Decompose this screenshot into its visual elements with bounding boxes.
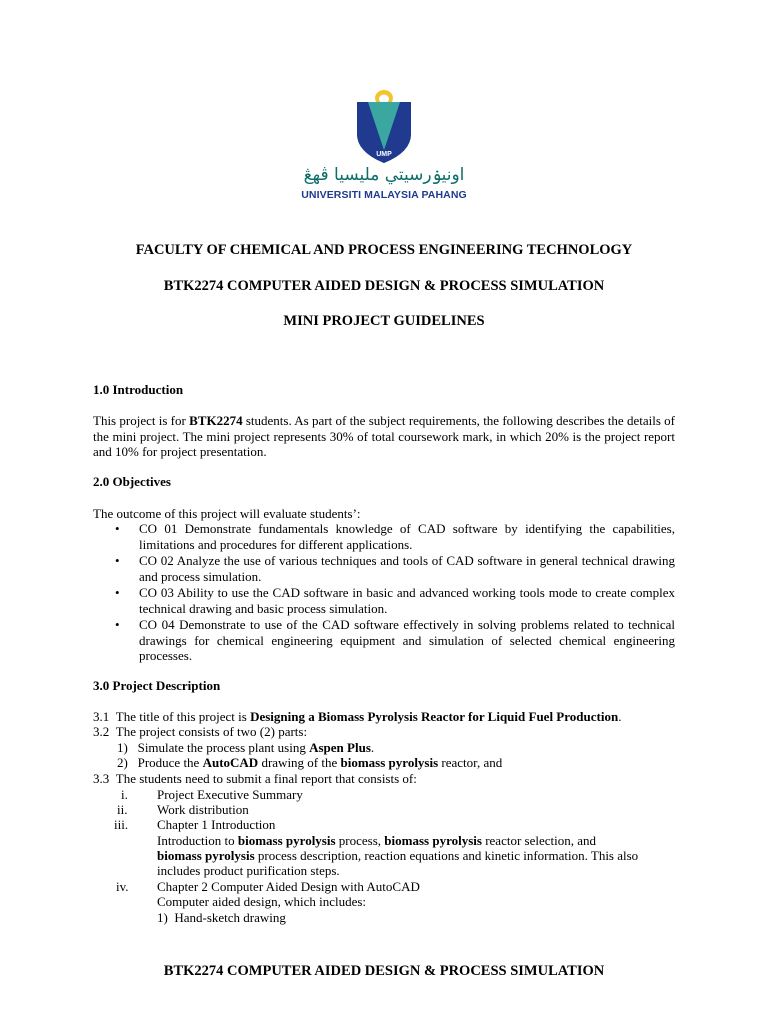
bullet-icon: • (115, 553, 120, 568)
document-title: MINI PROJECT GUIDELINES (283, 313, 485, 329)
bullet-icon: • (115, 521, 120, 536)
part-1: 1) Simulate the process plant using Aspen Plus. (117, 740, 375, 755)
item-3-3: 3.3 The students need to submit a final report that consists of: (93, 771, 417, 786)
ump-shield-icon (354, 88, 414, 164)
intro-paragraph: This project is for BTK2274 students. As part of the subject requirements, the following describes the details of the mini project. The mini project represents 30% of total coursework mark, in which 20% is the project report and 10% for project presentation. (93, 413, 675, 459)
objectives-heading: 2.0 Objectives (93, 474, 171, 489)
course-heading: BTK2274 COMPUTER AIDED DESIGN & PROCESS SIMULATION (163, 278, 605, 294)
report-subitem: 1) Hand-sketch drawing (157, 910, 286, 925)
bullet-icon: • (115, 617, 120, 632)
report-item-num: iii. (114, 817, 129, 832)
objectives-lead: The outcome of this project will evaluate students’: (93, 506, 361, 521)
report-item: Work distribution (157, 802, 249, 817)
report-item-num: iv. (116, 879, 129, 894)
report-item: Chapter 2 Computer Aided Design with AutoCAD (157, 879, 420, 894)
report-item-num: ii. (117, 802, 128, 817)
description-heading: 3.0 Project Description (93, 678, 221, 693)
bullet-icon: • (115, 585, 120, 600)
report-item-detail: Computer aided design, which includes: (157, 894, 367, 909)
report-item-detail: includes product purification steps. (157, 863, 340, 878)
report-item: Project Executive Summary (157, 787, 303, 802)
footer-heading: BTK2274 COMPUTER AIDED DESIGN & PROCESS SIMULATION (163, 963, 605, 979)
svg-text:UMP: UMP (376, 151, 392, 158)
report-item-detail: biomass pyrolysis process description, reaction equations and kinetic information. This also (157, 848, 639, 863)
report-item: Chapter 1 Introduction (157, 817, 276, 832)
part-2: 2) Produce the AutoCAD drawing of the biomass pyrolysis reactor, and (117, 755, 503, 770)
item-3-2: 3.2 The project consists of two (2) parts: (93, 724, 308, 739)
report-item-detail: Introduction to biomass pyrolysis process, biomass pyrolysis reactor selection, and (157, 833, 597, 848)
university-arabic-name: اونيۏرسيتي مليسيا ڤهڠ (303, 165, 465, 185)
report-item-num: i. (121, 787, 128, 802)
university-logo (0, 88, 768, 164)
intro-heading: 1.0 Introduction (93, 382, 184, 397)
university-name: UNIVERSITI MALAYSIA PAHANG (301, 189, 467, 201)
faculty-heading: FACULTY OF CHEMICAL AND PROCESS ENGINEERING TECHNOLOGY (135, 242, 633, 258)
item-3-1: 3.1 The title of this project is Designing a Biomass Pyrolysis Reactor for Liquid Fuel Production. (93, 709, 622, 724)
